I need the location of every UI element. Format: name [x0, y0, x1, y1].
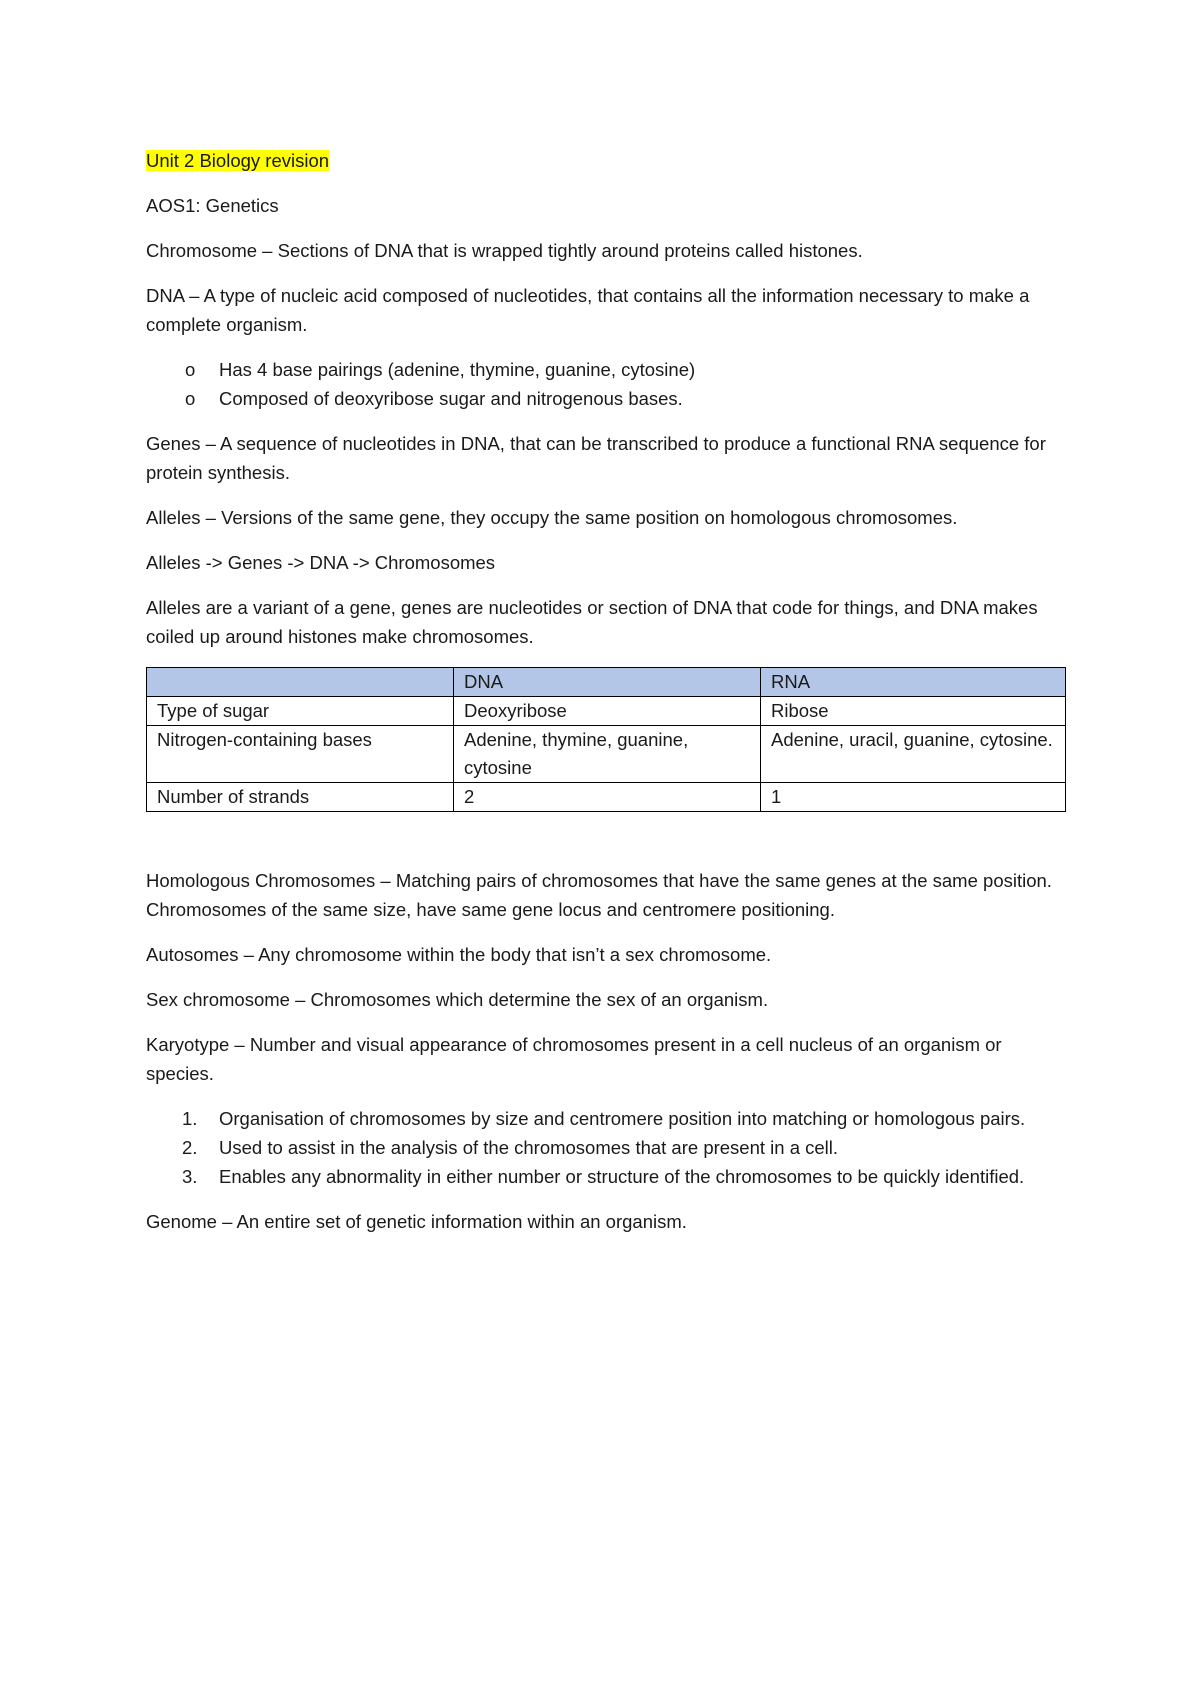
table-cell: Ribose — [761, 697, 1066, 726]
table-cell: Adenine, thymine, guanine, cytosine — [454, 726, 761, 783]
table-header-cell — [147, 668, 454, 697]
table-cell: Adenine, uracil, guanine, cytosine. — [761, 726, 1066, 783]
hierarchy-line: Alleles -> Genes -> DNA -> Chromosomes — [146, 552, 496, 573]
table-row — [147, 697, 1066, 726]
document-page — [146, 146, 1066, 1252]
genes-definition: Genes – A sequence of nucleotides in DNA, that can be transcribed to produce a functional RNA sequence for protein synthesis. — [146, 433, 1046, 483]
bullet-marker: o — [185, 359, 196, 380]
list-text: Enables any abnormality in either number or structure of the chromosomes to be quickly identified. — [219, 1166, 1025, 1187]
table-row — [147, 726, 1066, 783]
table-cell: Deoxyribose — [454, 697, 761, 726]
list-number: 1. — [182, 1108, 198, 1129]
list-number: 3. — [182, 1166, 198, 1187]
aos-heading: AOS1: Genetics — [146, 195, 279, 216]
karyotype-definition: Karyotype – Number and visual appearance of chromosomes present in a cell nucleus of an organism or species. — [146, 1034, 1002, 1084]
list-item — [146, 1162, 1066, 1191]
dna-definition: DNA – A type of nucleic acid composed of nucleotides, that contains all the information necessary to make a complete organism. — [146, 285, 1030, 335]
bullet-marker: o — [185, 388, 196, 409]
table-header-cell: RNA — [761, 668, 1066, 697]
alleles-definition: Alleles – Versions of the same gene, they occupy the same position on homologous chromosomes. — [146, 507, 958, 528]
table-cell: 1 — [761, 783, 1066, 812]
table-cell: Number of strands — [147, 783, 454, 812]
autosomes-definition: Autosomes – Any chromosome within the body that isn’t a sex chromosome. — [146, 944, 772, 965]
document-title: Unit 2 Biology revision — [146, 150, 330, 171]
karyotype-numbered-list — [146, 1104, 1066, 1191]
table-header-cell: DNA — [454, 668, 761, 697]
list-item — [146, 384, 1066, 413]
list-number: 2. — [182, 1137, 198, 1158]
list-text: Used to assist in the analysis of the chromosomes that are present in a cell. — [219, 1137, 839, 1158]
bullet-text: Composed of deoxyribose sugar and nitrogenous bases. — [219, 388, 683, 409]
homologous-definition: Homologous Chromosomes – Matching pairs of chromosomes that have the same genes at the same position. Chromosomes of the same size, have same gene locus and centromere positioning. — [146, 870, 1052, 920]
table-cell: Type of sugar — [147, 697, 454, 726]
table-row — [147, 783, 1066, 812]
table-cell: 2 — [454, 783, 761, 812]
summary-paragraph: Alleles are a variant of a gene, genes are nucleotides or section of DNA that code for things, and DNA makes coiled up around histones make chromosomes. — [146, 597, 1038, 647]
title-line — [146, 146, 1066, 175]
table-cell: Nitrogen-containing bases — [147, 726, 454, 783]
list-text: Organisation of chromosomes by size and centromere position into matching or homologous pairs. — [219, 1108, 1026, 1129]
genome-definition: Genome – An entire set of genetic information within an organism. — [146, 1211, 687, 1232]
sex-chromosome-definition: Sex chromosome – Chromosomes which determine the sex of an organism. — [146, 989, 769, 1010]
chromosome-definition: Chromosome – Sections of DNA that is wrapped tightly around proteins called histones. — [146, 240, 863, 261]
bullet-text: Has 4 base pairings (adenine, thymine, guanine, cytosine) — [219, 359, 696, 380]
dna-bullet-list — [146, 355, 1066, 413]
dna-rna-table — [146, 667, 1066, 812]
list-item — [146, 355, 1066, 384]
list-item — [146, 1104, 1066, 1133]
list-item — [146, 1133, 1066, 1162]
table-header-row — [147, 668, 1066, 697]
